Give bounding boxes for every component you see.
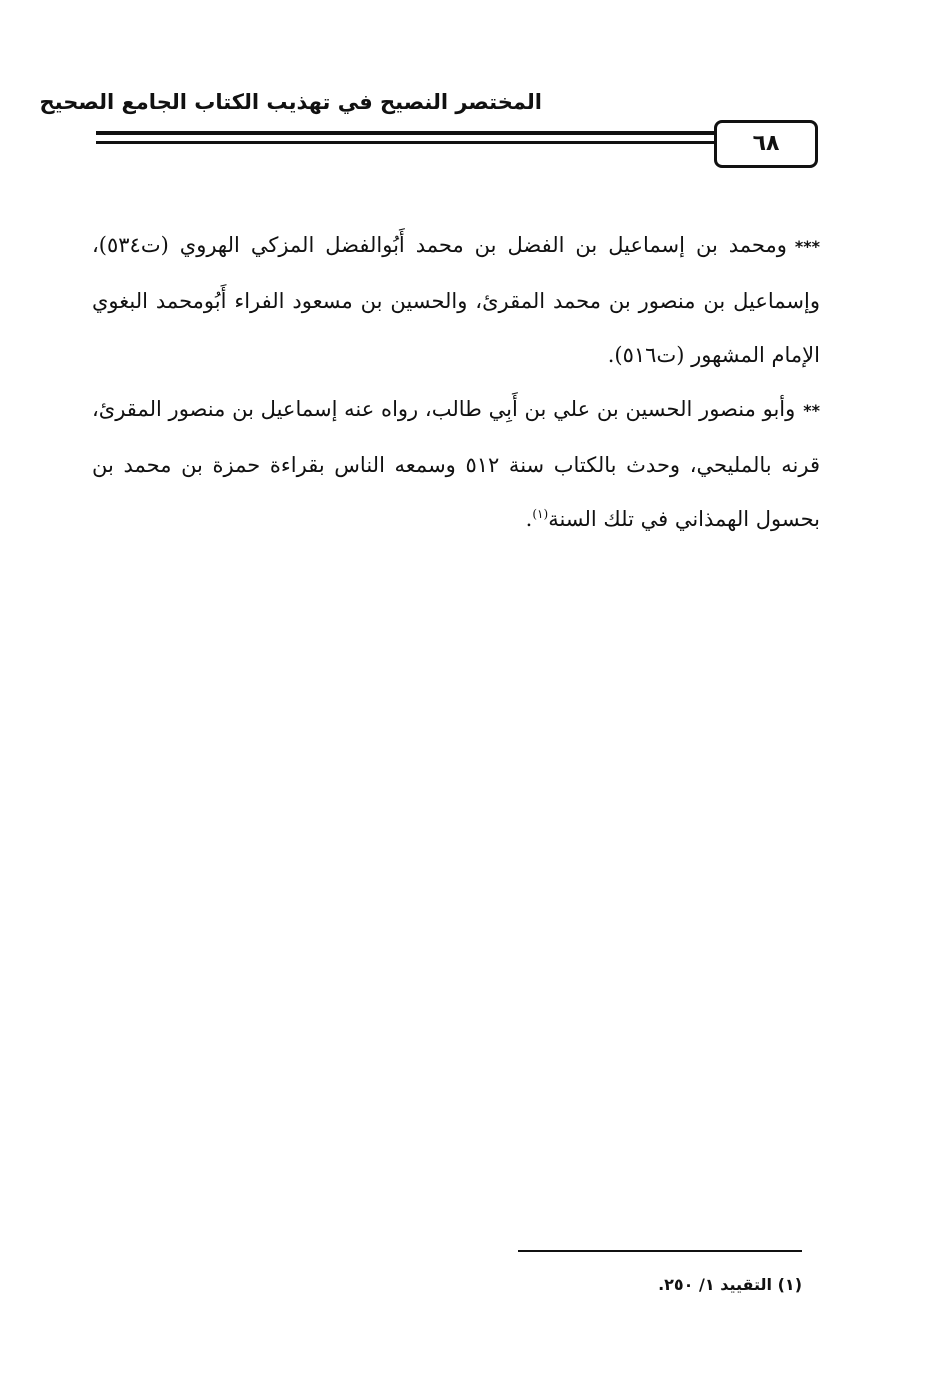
main-text [92, 218, 820, 546]
paragraph-marker: ** [803, 401, 820, 420]
header-rule-thick [96, 131, 716, 135]
paragraph-text: وأبو منصور الحسين بن علي بن أَبِي طالب، رواه عنه إسماعيل بن منصور المقرئ، قرنه بالمليحي، وحدث بالكتاب سنة ٥١٢ وسمعه الناس بقراءة حمزة بن محمد بن بحسول الهمذاني في تلك السنة [92, 397, 820, 531]
header-rule-thin [96, 141, 716, 144]
paragraph-text: ومحمد بن إسماعيل بن الفضل بن محمد أَبُوالفضل المزكي الهروي (ت٥٣٤)، وإسماعيل بن منصور بن محمد المقرئ، والحسين بن مسعود الفراء أَبُومحمد البغوي الإمام المشهور (ت٥١٦). [92, 233, 820, 367]
footnote-reference: (١) [532, 507, 549, 521]
footnote: (١) التقييد ١/ ٢٥٠. [658, 1275, 802, 1294]
footnote-separator [518, 1250, 802, 1252]
paragraph-marker: *** [794, 237, 820, 256]
page-number: ٦٨ [714, 120, 818, 168]
paragraph-end: . [525, 507, 533, 531]
paragraph [92, 218, 820, 382]
running-title: المختصر النصيح في تهذيب الكتاب الجامع الصحيح [39, 90, 542, 114]
paragraph [92, 382, 820, 546]
